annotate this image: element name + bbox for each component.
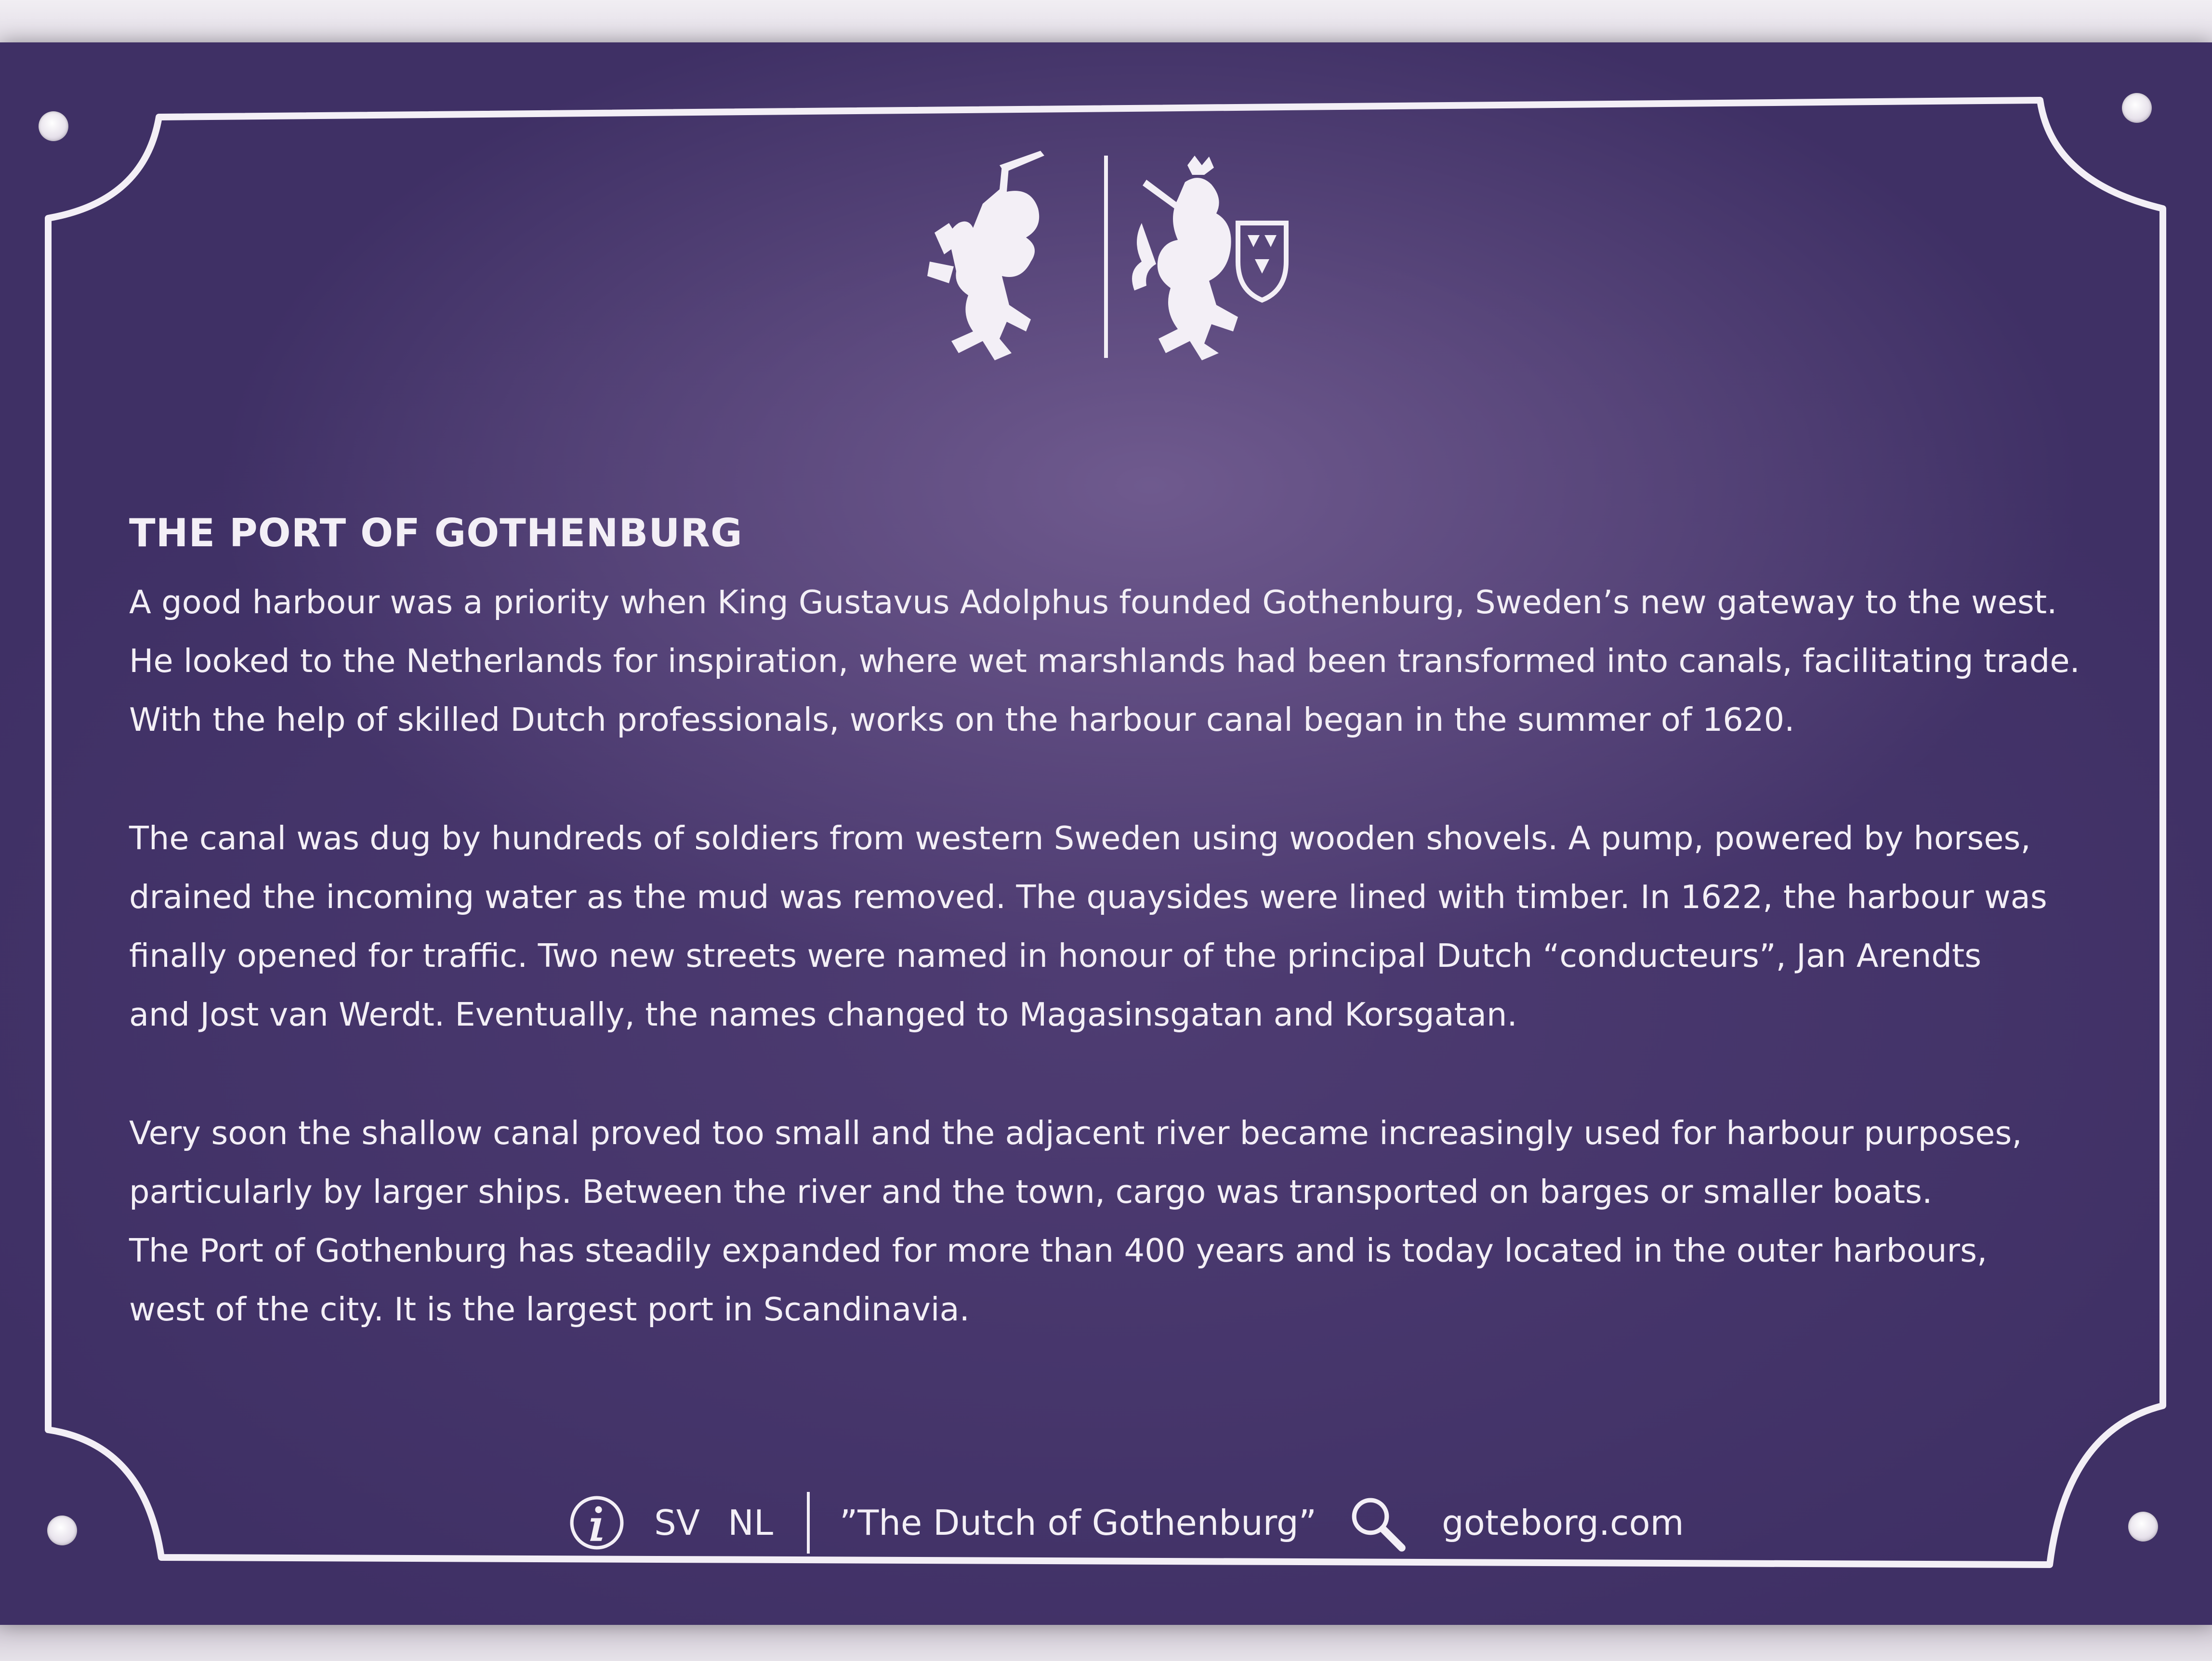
mounting-hole-top-left [39, 111, 68, 141]
lion-shield-emblem-icon [1132, 156, 1286, 360]
info-icon [568, 1494, 625, 1551]
plaque-footer [568, 1487, 1686, 1559]
paragraph-3: Very soon the shallow canal proved too small and the adjacent river became increasingly used for harbour purposes, particularly by larger ships. Between the river and the town, cargo was transported on barges or smaller boats. The Port of Gothenburg has steadily expanded for more than 400 years and is today located in the outer harbours, west of the city. It is the largest port in Scandinavia. [129, 1114, 2022, 1328]
wall-background-bottom [0, 1623, 2212, 1661]
information-plaque [0, 42, 2212, 1625]
mounting-hole-bottom-right [2128, 1512, 2158, 1542]
plaque-title: THE PORT OF GOTHENBURG [129, 511, 743, 555]
website-url: goteborg.com [1442, 1503, 1684, 1543]
coat-of-arms-emblem [915, 146, 1296, 368]
lion-emblem-icon [927, 151, 1044, 360]
footer-quote: ”The Dutch of Gothenburg” [839, 1503, 1317, 1543]
language-nl: NL [727, 1503, 773, 1543]
wall-background-top [0, 0, 2212, 43]
language-sv: SV [654, 1503, 700, 1543]
mounting-hole-bottom-left [47, 1516, 77, 1545]
paragraph-2: The canal was dug by hundreds of soldiers from western Sweden using wooden shovels. A pump, powered by horses, drained the incoming water as the mud was removed. The quaysides were lined with timber. In 1622, the harbour was finally opened for traffic. Two new streets were named in honour of the principal Dutch “conducteurs”, Jan Arendts and Jost van Werdt. Eventually, the names changed to Magasinsgatan and Korsgatan. [129, 819, 2047, 1033]
search-icon [1345, 1491, 1408, 1554]
footer-divider [807, 1492, 810, 1554]
emblem-divider [1104, 156, 1108, 358]
mounting-hole-top-right [2122, 93, 2152, 123]
plaque-text [129, 512, 2104, 1398]
paragraph-1: A good harbour was a priority when King Gustavus Adolphus founded Gothenburg, Sweden’s new gateway to the west. He looked to the Netherlands for inspiration, where wet marshlands had been transformed into canals, facilitating trade. With the help of skilled Dutch professionals, works on the harbour canal began in the summer of 1620. [129, 583, 2080, 738]
